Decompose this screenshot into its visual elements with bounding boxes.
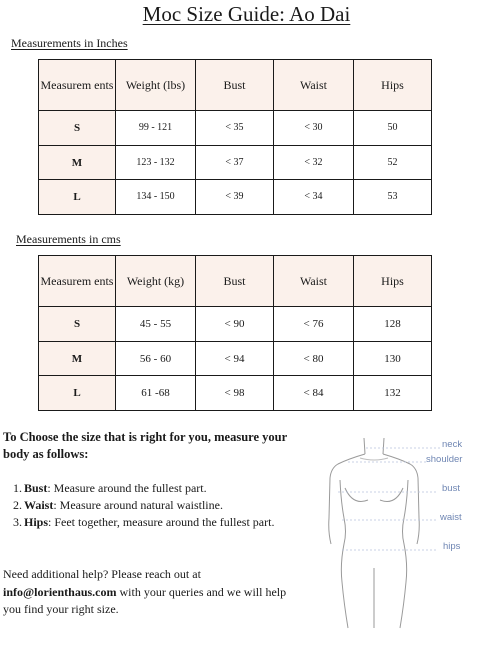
header-bust: Bust — [196, 256, 274, 307]
header-weight: Weight (lbs) — [116, 60, 196, 111]
bust-cell: < 39 — [196, 180, 274, 215]
weight-cell: 99 - 121 — [116, 111, 196, 146]
header-bust: Bust — [196, 60, 274, 111]
waist-cell: < 32 — [274, 146, 354, 180]
list-item — [13, 497, 283, 514]
guide-heading: To Choose the size that is right for you, measure your body as follows: — [3, 430, 287, 461]
weight-cell: 45 - 55 — [116, 307, 196, 342]
step-number: 3. — [13, 515, 22, 529]
waist-cell: < 84 — [274, 376, 354, 411]
waist-cell: < 76 — [274, 307, 354, 342]
bust-cell: < 37 — [196, 146, 274, 180]
step-description: : Measure around natural waistline. — [53, 498, 223, 512]
bust-cell: < 35 — [196, 111, 274, 146]
hips-label: hips — [443, 541, 461, 552]
hips-cell: 130 — [354, 342, 432, 376]
neck-label: neck — [442, 439, 463, 450]
help-intro: Need additional help? Please reach out at — [3, 567, 201, 581]
inches-section-label: Measurements in Inches — [11, 36, 128, 50]
step-term: Waist — [24, 498, 54, 512]
table-row — [39, 111, 432, 146]
waist-label: waist — [440, 512, 462, 523]
contact-email[interactable]: info@lorienthaus.com — [3, 584, 117, 599]
bust-label: bust — [442, 483, 460, 494]
hips-cell: 53 — [354, 180, 432, 215]
table-row — [39, 376, 432, 411]
step-text — [24, 497, 223, 514]
size-cell: M — [39, 342, 116, 376]
cms-section-label: Measurements in cms — [16, 232, 121, 246]
measure-steps-list — [13, 480, 283, 531]
cms-size-table — [38, 255, 432, 411]
step-number: 2. — [13, 498, 22, 512]
header-weight: Weight (kg) — [116, 256, 196, 307]
table-row — [39, 180, 432, 215]
step-text — [24, 514, 274, 531]
table-row — [39, 307, 432, 342]
header-waist: Waist — [274, 256, 354, 307]
header-hips: Hips — [354, 60, 432, 111]
hips-cell: 50 — [354, 111, 432, 146]
weight-cell: 61 -68 — [116, 376, 196, 411]
size-cell: L — [39, 376, 116, 411]
waist-cell: < 34 — [274, 180, 354, 215]
header-hips: Hips — [354, 256, 432, 307]
help-text — [3, 566, 303, 619]
bust-cell: < 98 — [196, 376, 274, 411]
table-row — [39, 146, 432, 180]
header-measurements: Measurem ents — [39, 256, 116, 307]
page-title: Moc Size Guide: Ao Dai — [142, 2, 351, 26]
weight-cell: 123 - 132 — [116, 146, 196, 180]
hips-cell: 52 — [354, 146, 432, 180]
body-outline-icon — [318, 432, 493, 632]
waist-cell: < 30 — [274, 111, 354, 146]
bust-cell: < 94 — [196, 342, 274, 376]
weight-cell: 134 - 150 — [116, 180, 196, 215]
size-cell: S — [39, 111, 116, 146]
size-cell: S — [39, 307, 116, 342]
table-row — [39, 342, 432, 376]
hips-cell: 128 — [354, 307, 432, 342]
list-item — [13, 514, 283, 531]
size-cell: L — [39, 180, 116, 215]
step-term: Bust — [24, 481, 48, 495]
hips-cell: 132 — [354, 376, 432, 411]
help-outro: with your queries and we will help you find your right size. — [3, 584, 287, 616]
step-term: Hips — [24, 515, 49, 529]
step-description: : Measure around the fullest part. — [47, 481, 207, 495]
step-text — [24, 480, 207, 497]
shoulder-label: shoulder — [426, 454, 463, 465]
weight-cell: 56 - 60 — [116, 342, 196, 376]
header-waist: Waist — [274, 60, 354, 111]
size-cell: M — [39, 146, 116, 180]
inches-size-table — [38, 59, 432, 215]
body-measurement-figure — [318, 432, 493, 632]
list-item — [13, 480, 283, 497]
step-number: 1. — [13, 481, 22, 495]
waist-cell: < 80 — [274, 342, 354, 376]
header-measurements: Measurem ents — [39, 60, 116, 111]
step-description: : Feet together, measure around the fullest part. — [48, 515, 275, 529]
bust-cell: < 90 — [196, 307, 274, 342]
